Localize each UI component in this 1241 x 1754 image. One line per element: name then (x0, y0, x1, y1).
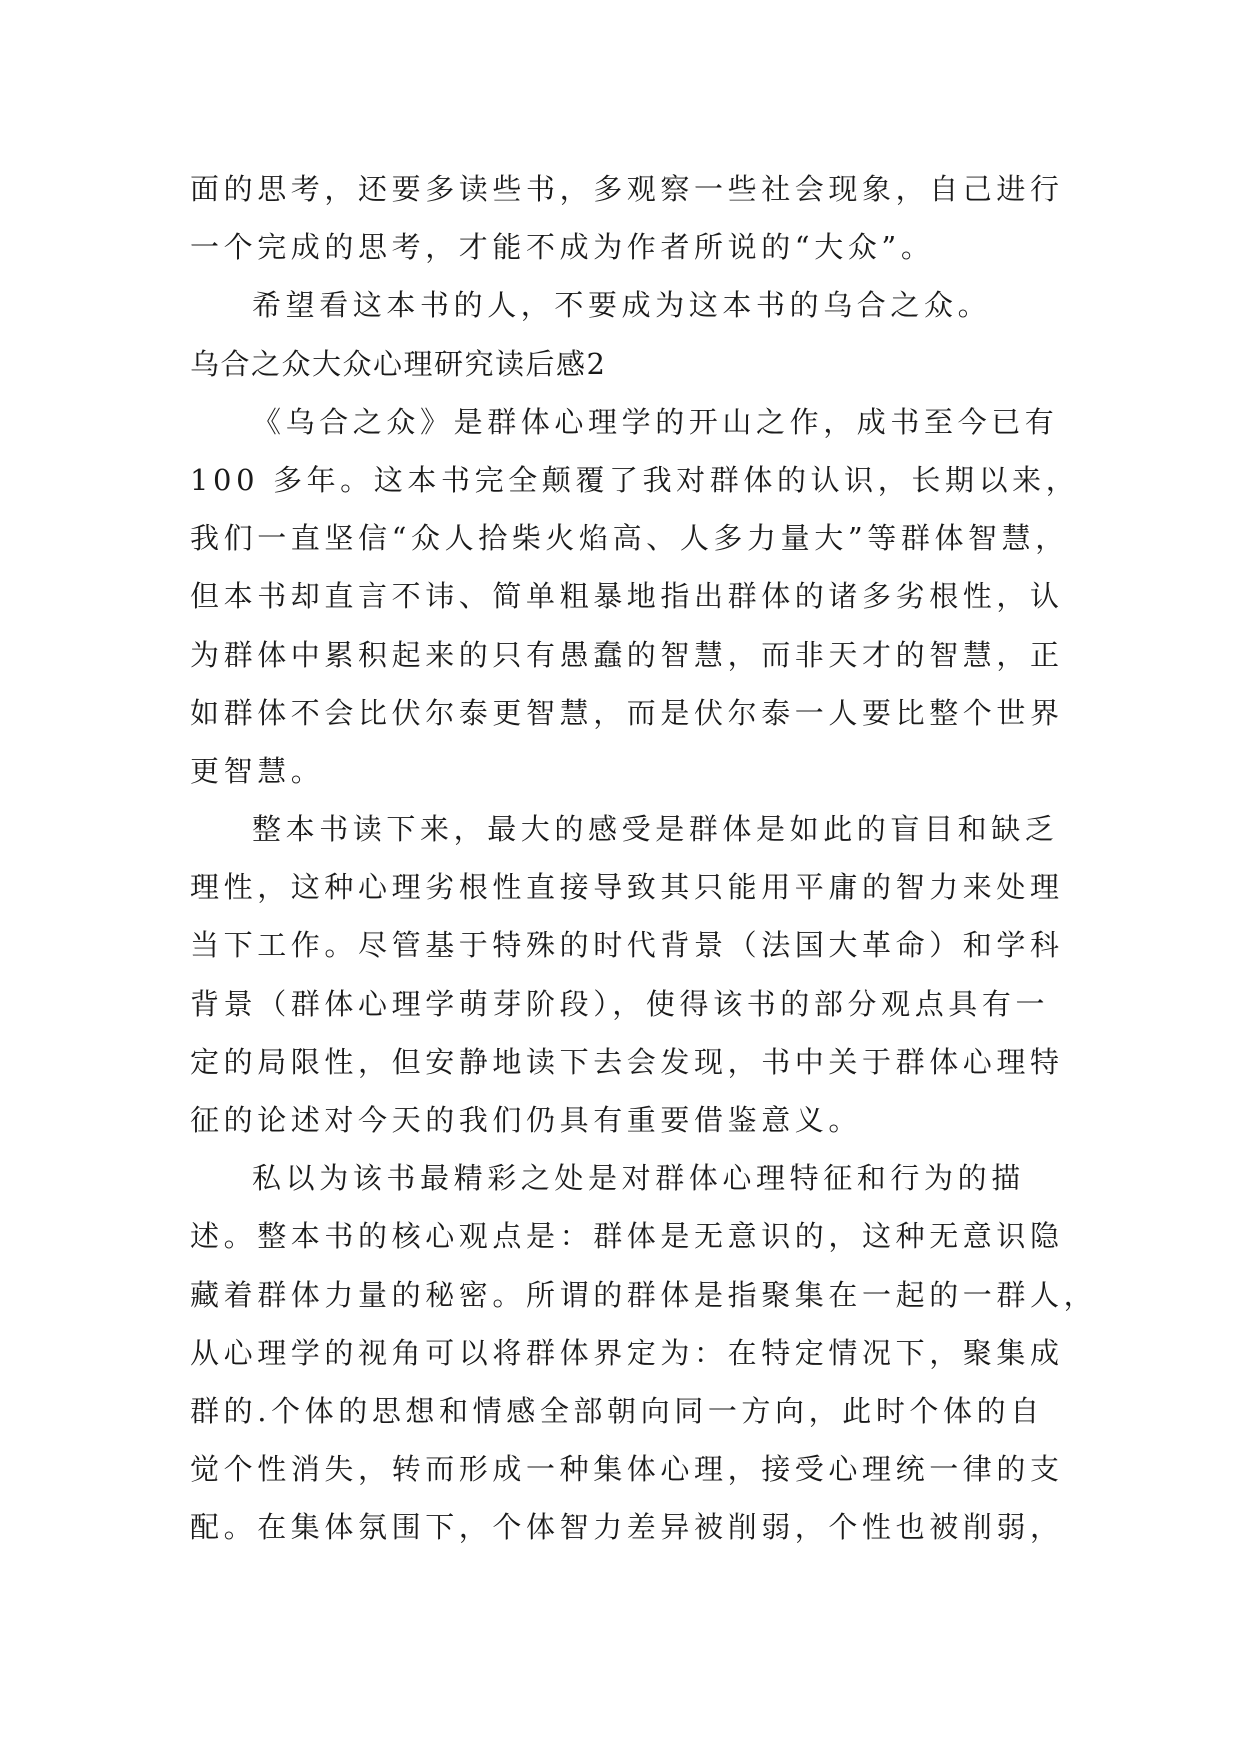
text-line: 私以为该书最精彩之处是对群体心理特征和行为的描 (252, 1161, 1025, 1196)
text-line: 希望看这本书的人，不要成为这本书的乌合之众。 (252, 288, 992, 323)
text-line: 从心理学的视角可以将群体界定为：在特定情况下，聚集成 (190, 1335, 1064, 1370)
text-line: 征的论述对今天的我们仍具有重要借鉴意义。 (190, 1103, 863, 1137)
text-line: 藏着群体力量的秘密。所谓的群体是指聚集在一起的一群人， (190, 1277, 1098, 1312)
text-line: 但本书却直言不讳、简单粗暴地指出群体的诸多劣根性，认 (190, 579, 1064, 614)
paragraph-feeling (190, 800, 1064, 1149)
text-line: 配。在集体氛围下，个体智力差异被削弱，个性也被削弱， (190, 1510, 1064, 1545)
text-line: 当下工作。尽管基于特殊的时代背景（法国大革命）和学科 (190, 928, 1064, 963)
paragraph-intro (190, 393, 1080, 800)
text-line: 述。整本书的核心观点是：群体是无意识的，这种无意识隐 (190, 1219, 1064, 1254)
text-line: 觉个性消失，转而形成一种集体心理，接受心理统一律的支 (190, 1452, 1064, 1487)
text-line: 面的思考，还要多读些书，多观察一些社会现象，自己进行 (190, 172, 1064, 206)
paragraph-continued (190, 160, 1064, 276)
text-line: 我们一直坚信“众人拾柴火焰高、人多力量大”等群体智慧， (190, 521, 1069, 556)
text-line: 为群体中累积起来的只有愚蠢的智慧，而非天才的智慧，正 (190, 637, 1064, 672)
paragraph-hope (190, 276, 1050, 334)
text-line: 一个完成的思考，才能不成为作者所说的“大众”。 (190, 230, 935, 265)
text-line: 群的.个体的思想和情感全部朝向同一方向，此时个体的自 (190, 1393, 1044, 1428)
text-line: 整本书读下来，最大的感受是群体是如此的盲目和缺乏 (252, 812, 1059, 847)
section-title: 乌合之众大众心理研究读后感2 (190, 346, 607, 381)
text-line: 背景（群体心理学萌芽阶段），使得该书的部分观点具有一 (190, 986, 1050, 1021)
text-line: 更智慧。 (190, 753, 325, 788)
text-line: 如群体不会比伏尔泰更智慧，而是伏尔泰一人要比整个世界 (190, 695, 1064, 730)
text-line: 理性，这种心理劣根性直接导致其只能用平庸的智力来处理 (190, 870, 1064, 905)
text-line: 定的局限性，但安静地读下去会发现，书中关于群体心理特 (190, 1044, 1064, 1079)
text-line: 100 多年。这本书完全颠覆了我对群体的认识，长期以来， (190, 462, 1080, 497)
paragraph-highlight (190, 1149, 1098, 1556)
text-line: 《乌合之众》是群体心理学的开山之作，成书至今已有 (252, 404, 1059, 439)
document-page (190, 160, 1098, 1557)
